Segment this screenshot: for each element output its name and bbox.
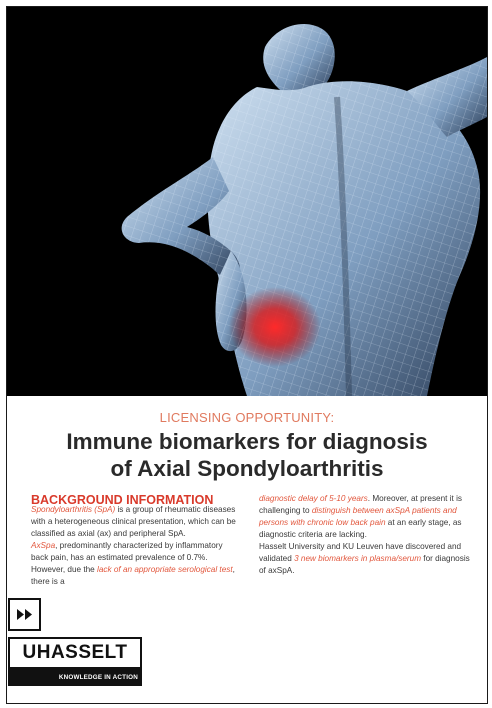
paragraph-biomarkers-text: Hasselt University and KU Leuven have discovered and validated: [259, 542, 462, 563]
paragraph-biomarkers-end: for diagnosis of axSpA.: [259, 554, 470, 575]
highlight-distinguish: distinguish between axSpA patients and persons with chronic low back pain: [259, 506, 457, 527]
wireframe-body-illustration: [7, 7, 487, 396]
paragraph-biomarkers: [259, 541, 471, 577]
highlight-spa: Spondyloarthritis (SpA): [31, 505, 116, 514]
paragraph-delay-text: . Moreover, at present it is challenging to: [259, 494, 462, 515]
highlight-biomarkers: 3 new biomarkers in plasma/serum: [294, 554, 422, 563]
licensing-kicker: LICENSING OPPORTUNITY:: [159, 410, 335, 425]
uhasselt-wordmark: UHASSELT: [8, 637, 142, 669]
title-line-1: Immune biomarkers for diagnosis: [66, 429, 428, 454]
paragraph-spa-text: is a group of rheumatic diseases with a heterogeneous clinical presentation, which can be classified as axial (ax) and peripheral SpA.: [31, 505, 236, 538]
background-column-right: [259, 493, 471, 577]
brochure-page: [6, 6, 488, 704]
paragraph-delay-end: at an early stage, as diagnostic criteria are lacking.: [259, 518, 462, 539]
highlight-delay: diagnostic delay of 5-10 years: [259, 494, 368, 503]
paragraph-delay: [259, 493, 471, 541]
background-column-left: [31, 504, 241, 588]
hero-image: [7, 7, 487, 396]
highlight-axspa: AxSpa: [31, 541, 56, 550]
fast-forward-icon: [10, 600, 39, 629]
highlight-serological: lack of an appropriate serological test: [97, 565, 233, 574]
uhasselt-logo-mark: [8, 598, 41, 631]
paragraph-spa: [31, 504, 241, 540]
uhasselt-tagline: KNOWLEDGE IN ACTION: [8, 669, 142, 686]
page-title: [7, 428, 487, 482]
background-heading: BACKGROUND INFORMATION: [31, 493, 214, 507]
paragraph-axspa: [31, 540, 241, 588]
title-line-2: of Axial Spondyloarthritis: [110, 456, 384, 481]
paragraph-axspa-end: , there is a: [31, 565, 235, 586]
paragraph-axspa-text: , predominantly characterized by inflammatory back pain, has an estimated prevalence of 0.7%. However, due the: [31, 541, 223, 574]
